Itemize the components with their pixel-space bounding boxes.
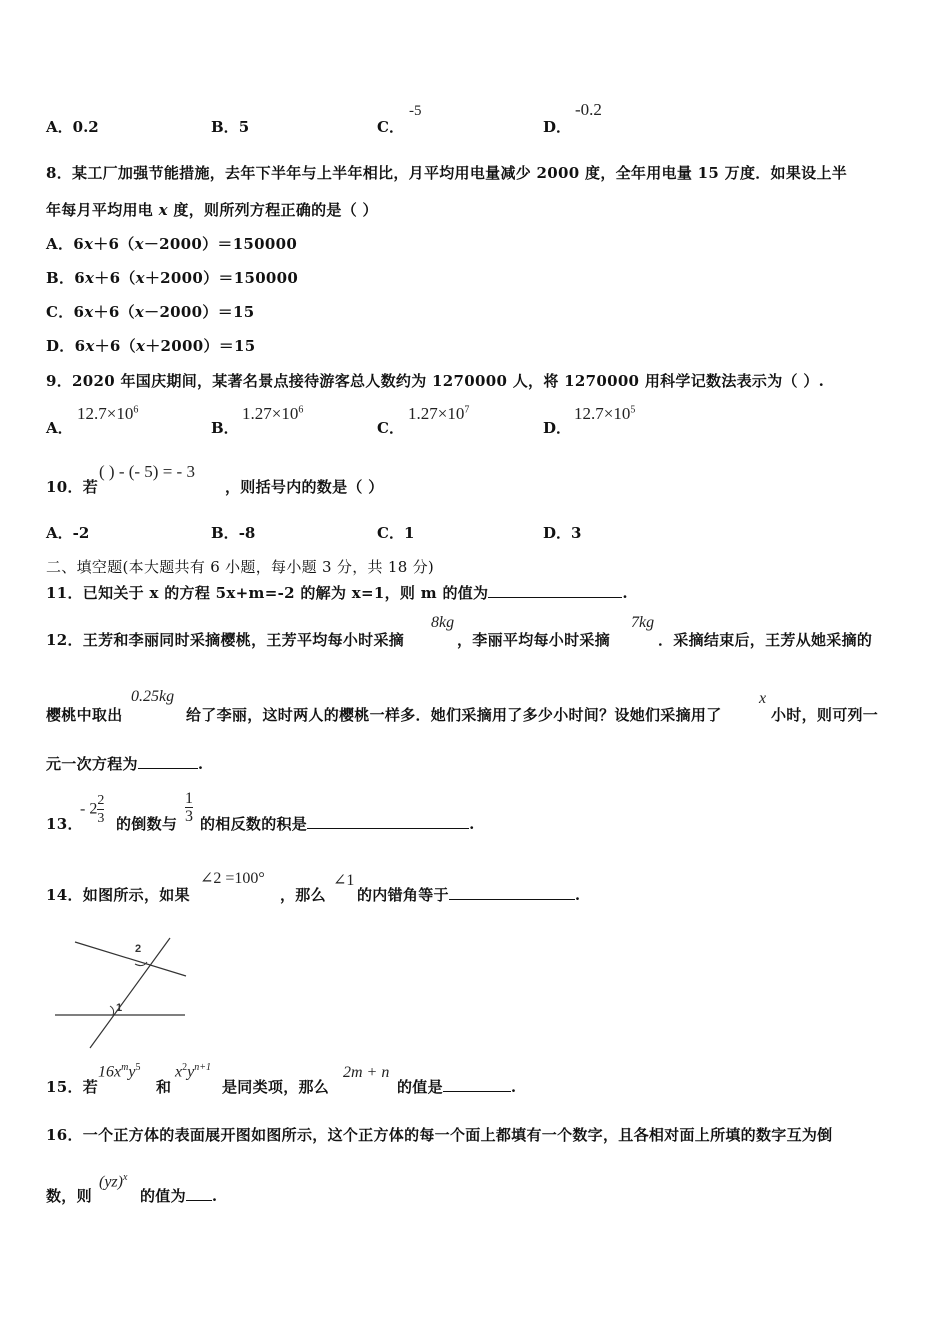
q13-stem-post: 的相反数的积是 . (200, 815, 475, 833)
q15-stem-post: 的值是 . (397, 1078, 517, 1096)
q8-option-b: B．6x＋6（x＋2000）＝150000 (46, 269, 299, 287)
q13-mixed-number: - 2 $\frac{2}{3}$ (80, 793, 105, 826)
q14-figure-line-top (75, 942, 186, 976)
q15-term2: $x^2y^{n+1}$ (175, 1062, 211, 1081)
q12-answer-blank[interactable] (138, 754, 198, 769)
q7-option-c: C． (377, 118, 404, 136)
q10-option-a: A．-2 (46, 524, 90, 542)
q7-option-b: B．5 (211, 118, 250, 136)
q15-answer-blank[interactable] (443, 1077, 511, 1092)
q8-option-d: D．6x＋6（x＋2000）＝15 (46, 337, 256, 355)
q9-option-a-label: A． (46, 419, 73, 437)
q14-figure-label-2: 2 (135, 943, 142, 955)
q9-option-c-math: $1.27\times 10^7$ (408, 404, 470, 423)
q12-stem-mid: ，李丽平均每小时采摘 (457, 631, 611, 649)
q16-expression: (yz)$^x$ (99, 1172, 128, 1191)
q10-option-c: C．1 (377, 524, 415, 542)
q11-stem: 11．已知关于 x 的方程 5x+m=-2 的解为 x=1，则 m 的值为 . (46, 584, 628, 602)
q9-option-d-math: $12.7\times 10^5$ (574, 404, 636, 423)
q9-option-b-math: $1.27\times 10^6$ (242, 404, 304, 423)
q8-option-c: C．6x＋6（x－2000）＝15 (46, 303, 255, 321)
q7-option-d-math: -0.2 (575, 100, 602, 119)
q10-stem-pre: 10．若 (46, 478, 99, 496)
q12-line2-a: 樱桃中取出 (46, 706, 123, 724)
q14-figure (55, 936, 195, 1050)
q14-answer-blank[interactable] (449, 885, 575, 900)
q15-term1: $16x^my^5$ (98, 1062, 141, 1081)
q10-equation: ( ) - (- 5) = - 3 (99, 462, 195, 481)
q11-answer-blank[interactable] (488, 583, 622, 598)
q16-stem-line2a: 数，则 (46, 1187, 92, 1205)
q9-option-d-label: D． (543, 419, 572, 437)
q12-line2-c: 小时，则可列一 (771, 706, 879, 724)
q12-line2-b: 给了李丽，这时两人的樱桃一样多．她们采摘用了多少小时间？设她们采摘用了 (186, 706, 722, 724)
q16-answer-blank[interactable] (186, 1186, 212, 1201)
q9-option-a-math: $12.7\times 10^6$ (77, 404, 139, 423)
q12-var-x: x (759, 690, 767, 707)
section-title-fill-in: 二、填空题(本大题共有 6 小题，每小题 3 分，共 18 分) (46, 558, 435, 576)
q16-stem-line2b: 的值为 . (140, 1187, 218, 1205)
q16-stem-line1: 16．一个正方体的表面展开图如图所示，这个正方体的每一个面上都填有一个数字，且各相对面上所填的数字互为倒 (46, 1126, 833, 1144)
q14-stem-pre: 14．如图所示，如果 (46, 886, 190, 904)
q13-answer-blank[interactable] (307, 814, 469, 829)
q12-rate-li: 7kg (631, 614, 655, 631)
q9-stem: 9．2020 年国庆期间，某著名景点接待游客总人数约为 1270000 人，将 1270000 用科学记数法表示为（ ）. (46, 372, 825, 390)
q15-and: 和 (156, 1078, 172, 1096)
q12-rate-wang: 8kg (431, 614, 455, 631)
q12-transfer-amount: 0.25kg (131, 688, 175, 705)
q14-stem-mid: ，那么 (280, 886, 326, 904)
q15-stem-mid: 是同类项，那么 (222, 1078, 330, 1096)
q7-option-c-math: -5 (409, 103, 422, 119)
q14-figure-label-1: 1 (116, 1002, 123, 1014)
q8-stem-line2: 年每月平均用电 x 度，则所列方程正确的是（ ） (46, 201, 378, 219)
q7-option-a: A．0.2 (46, 118, 99, 136)
q12-line3: 元一次方程为 . (46, 755, 204, 773)
q8-option-a: A．6x＋6（x－2000）＝150000 (46, 235, 298, 253)
q13-fraction: $\frac{1}{3}$ (185, 790, 193, 825)
q14-figure-transversal (90, 938, 170, 1048)
q10-stem-post: ，则括号内的数是（ ） (225, 478, 384, 496)
q10-option-b: B．-8 (211, 524, 256, 542)
q15-expression: 2m + n (343, 1064, 390, 1081)
q13-number: 13． (46, 815, 83, 833)
q12-stem-pre: 12．王芳和李丽同时采摘樱桃，王芳平均每小时采摘 (46, 631, 405, 649)
q13-stem-mid: 的倒数与 (116, 815, 178, 833)
q7-option-d: D． (543, 118, 572, 136)
q9-option-c-label: C． (377, 419, 404, 437)
q14-angle1: ∠1 (333, 872, 355, 889)
q9-option-b-label: B． (211, 419, 239, 437)
q14-stem-post: 的内错角等于 . (357, 886, 581, 904)
q14-figure-arc-1 (110, 1006, 114, 1015)
q14-angle2-value: ∠2 =100° (200, 870, 265, 887)
q15-stem-pre: 15．若 (46, 1078, 99, 1096)
q8-stem-line1: 8．某工厂加强节能措施，去年下半年与上半年相比，月平均用电量减少 2000 度，全年用电量 15 万度．如果设上半 (46, 164, 848, 182)
q10-option-d: D．3 (543, 524, 582, 542)
q12-stem-post: ．采摘结束后，王芳从她采摘的 (658, 631, 873, 649)
